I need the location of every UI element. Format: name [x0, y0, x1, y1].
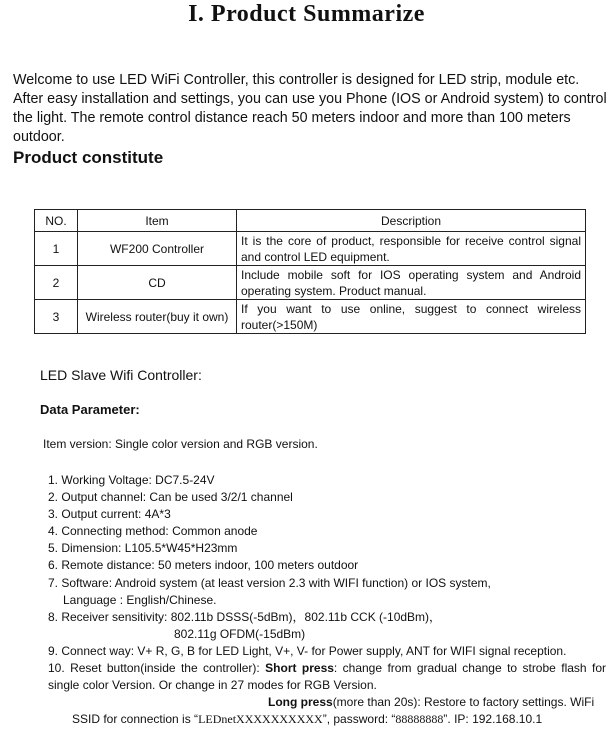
software-line: 7. Software: Android system (at least version 2.3 with WIFI function) or IOS system, — [48, 575, 491, 590]
list-item: 1. Working Voltage: DC7.5-24V — [48, 473, 215, 487]
list-item — [48, 660, 606, 728]
table-header-row — [35, 210, 586, 232]
ip-text: ”. IP: 192.168.10.1 — [443, 712, 543, 727]
row-item: Wireless router(buy it own) — [78, 300, 237, 334]
password-value: 88888888 — [395, 712, 444, 727]
ssid-line — [48, 711, 606, 728]
slave-controller-title: LED Slave Wifi Controller: — [40, 367, 202, 383]
row-item: WF200 Controller — [78, 232, 237, 266]
header-item: Item — [78, 210, 237, 232]
long-press-text: (more than 20s): Restore to factory settings. WiFi — [332, 695, 595, 710]
sensitivity-line: 8. Receiver sensitivity: 802.11b DSSS(-5dBm)，802.11b CCK (-10dBm)， — [48, 609, 442, 624]
list-item: 3. Output current: 4A*3 — [48, 507, 171, 522]
password-prefix: ”, password: “ — [322, 712, 396, 727]
list-item — [48, 575, 606, 609]
list-item: 5. Dimension: L105.5*W45*H23mm — [48, 541, 238, 556]
short-press-text: : change from gradual change to strobe flash for single color Version. Or change in 27 modes for RGB Version. — [48, 661, 606, 693]
list-item: 2. Output channel: Can be used 3/2/1 channel — [48, 490, 293, 505]
item-version-text: Item version: Single color version and RGB version. — [43, 437, 318, 451]
list-item: 9. Connect way: V+ R, G, B for LED Light, V+, V- for Power supply, ANT for WIFI signal reception. — [48, 643, 567, 658]
section-heading: Product constitute — [13, 148, 164, 167]
row-item: CD — [78, 266, 237, 300]
list-item — [48, 609, 606, 643]
data-parameter-heading: Data Parameter: — [40, 402, 140, 417]
row-description: Include mobile soft for IOS operating system and Android operating system. Product manual. — [237, 266, 586, 300]
long-press-label: Long press — [268, 695, 333, 710]
table-row — [35, 232, 586, 266]
list-item: 6. Remote distance: 50 meters indoor, 100 meters outdoor — [48, 558, 359, 573]
product-constitute-table — [34, 209, 586, 334]
long-press-line — [48, 694, 606, 711]
sensitivity-line-2: 802.11g OFDM(-15dBm) — [174, 626, 306, 641]
language-line: Language : English/Chinese. — [63, 592, 217, 607]
ssid-value: LEDnetXXXXXXXXXX — [198, 712, 323, 727]
header-no: NO. — [35, 210, 78, 232]
page-title: I. Product Summarize — [188, 1, 425, 27]
parameter-list — [48, 472, 606, 728]
table-row — [35, 266, 586, 300]
list-item: 4. Connecting method: Common anode — [48, 524, 258, 539]
intro-paragraph: Welcome to use LED WiFi Controller, this controller is designed for LED strip, module etc. After easy installation and settings, you can use you Phone (IOS or Android system) to control the light. The remote control distance reach 50 meters indoor and more than 100 meters outdoor. — [13, 72, 607, 145]
reset-prefix: 10. Reset button(inside the controller): — [48, 661, 266, 676]
short-press-label: Short press — [265, 661, 334, 676]
ssid-prefix: SSID for connection is “ — [72, 712, 199, 727]
row-description: It is the core of product, responsible for receive control signal and control LED equipment. — [237, 232, 586, 266]
row-no: 1 — [35, 232, 78, 266]
row-no: 2 — [35, 266, 78, 300]
header-description: Description — [237, 210, 586, 232]
table-row — [35, 300, 586, 334]
row-description: If you want to use online, suggest to connect wireless router(>150M) — [237, 300, 586, 334]
row-no: 3 — [35, 300, 78, 334]
